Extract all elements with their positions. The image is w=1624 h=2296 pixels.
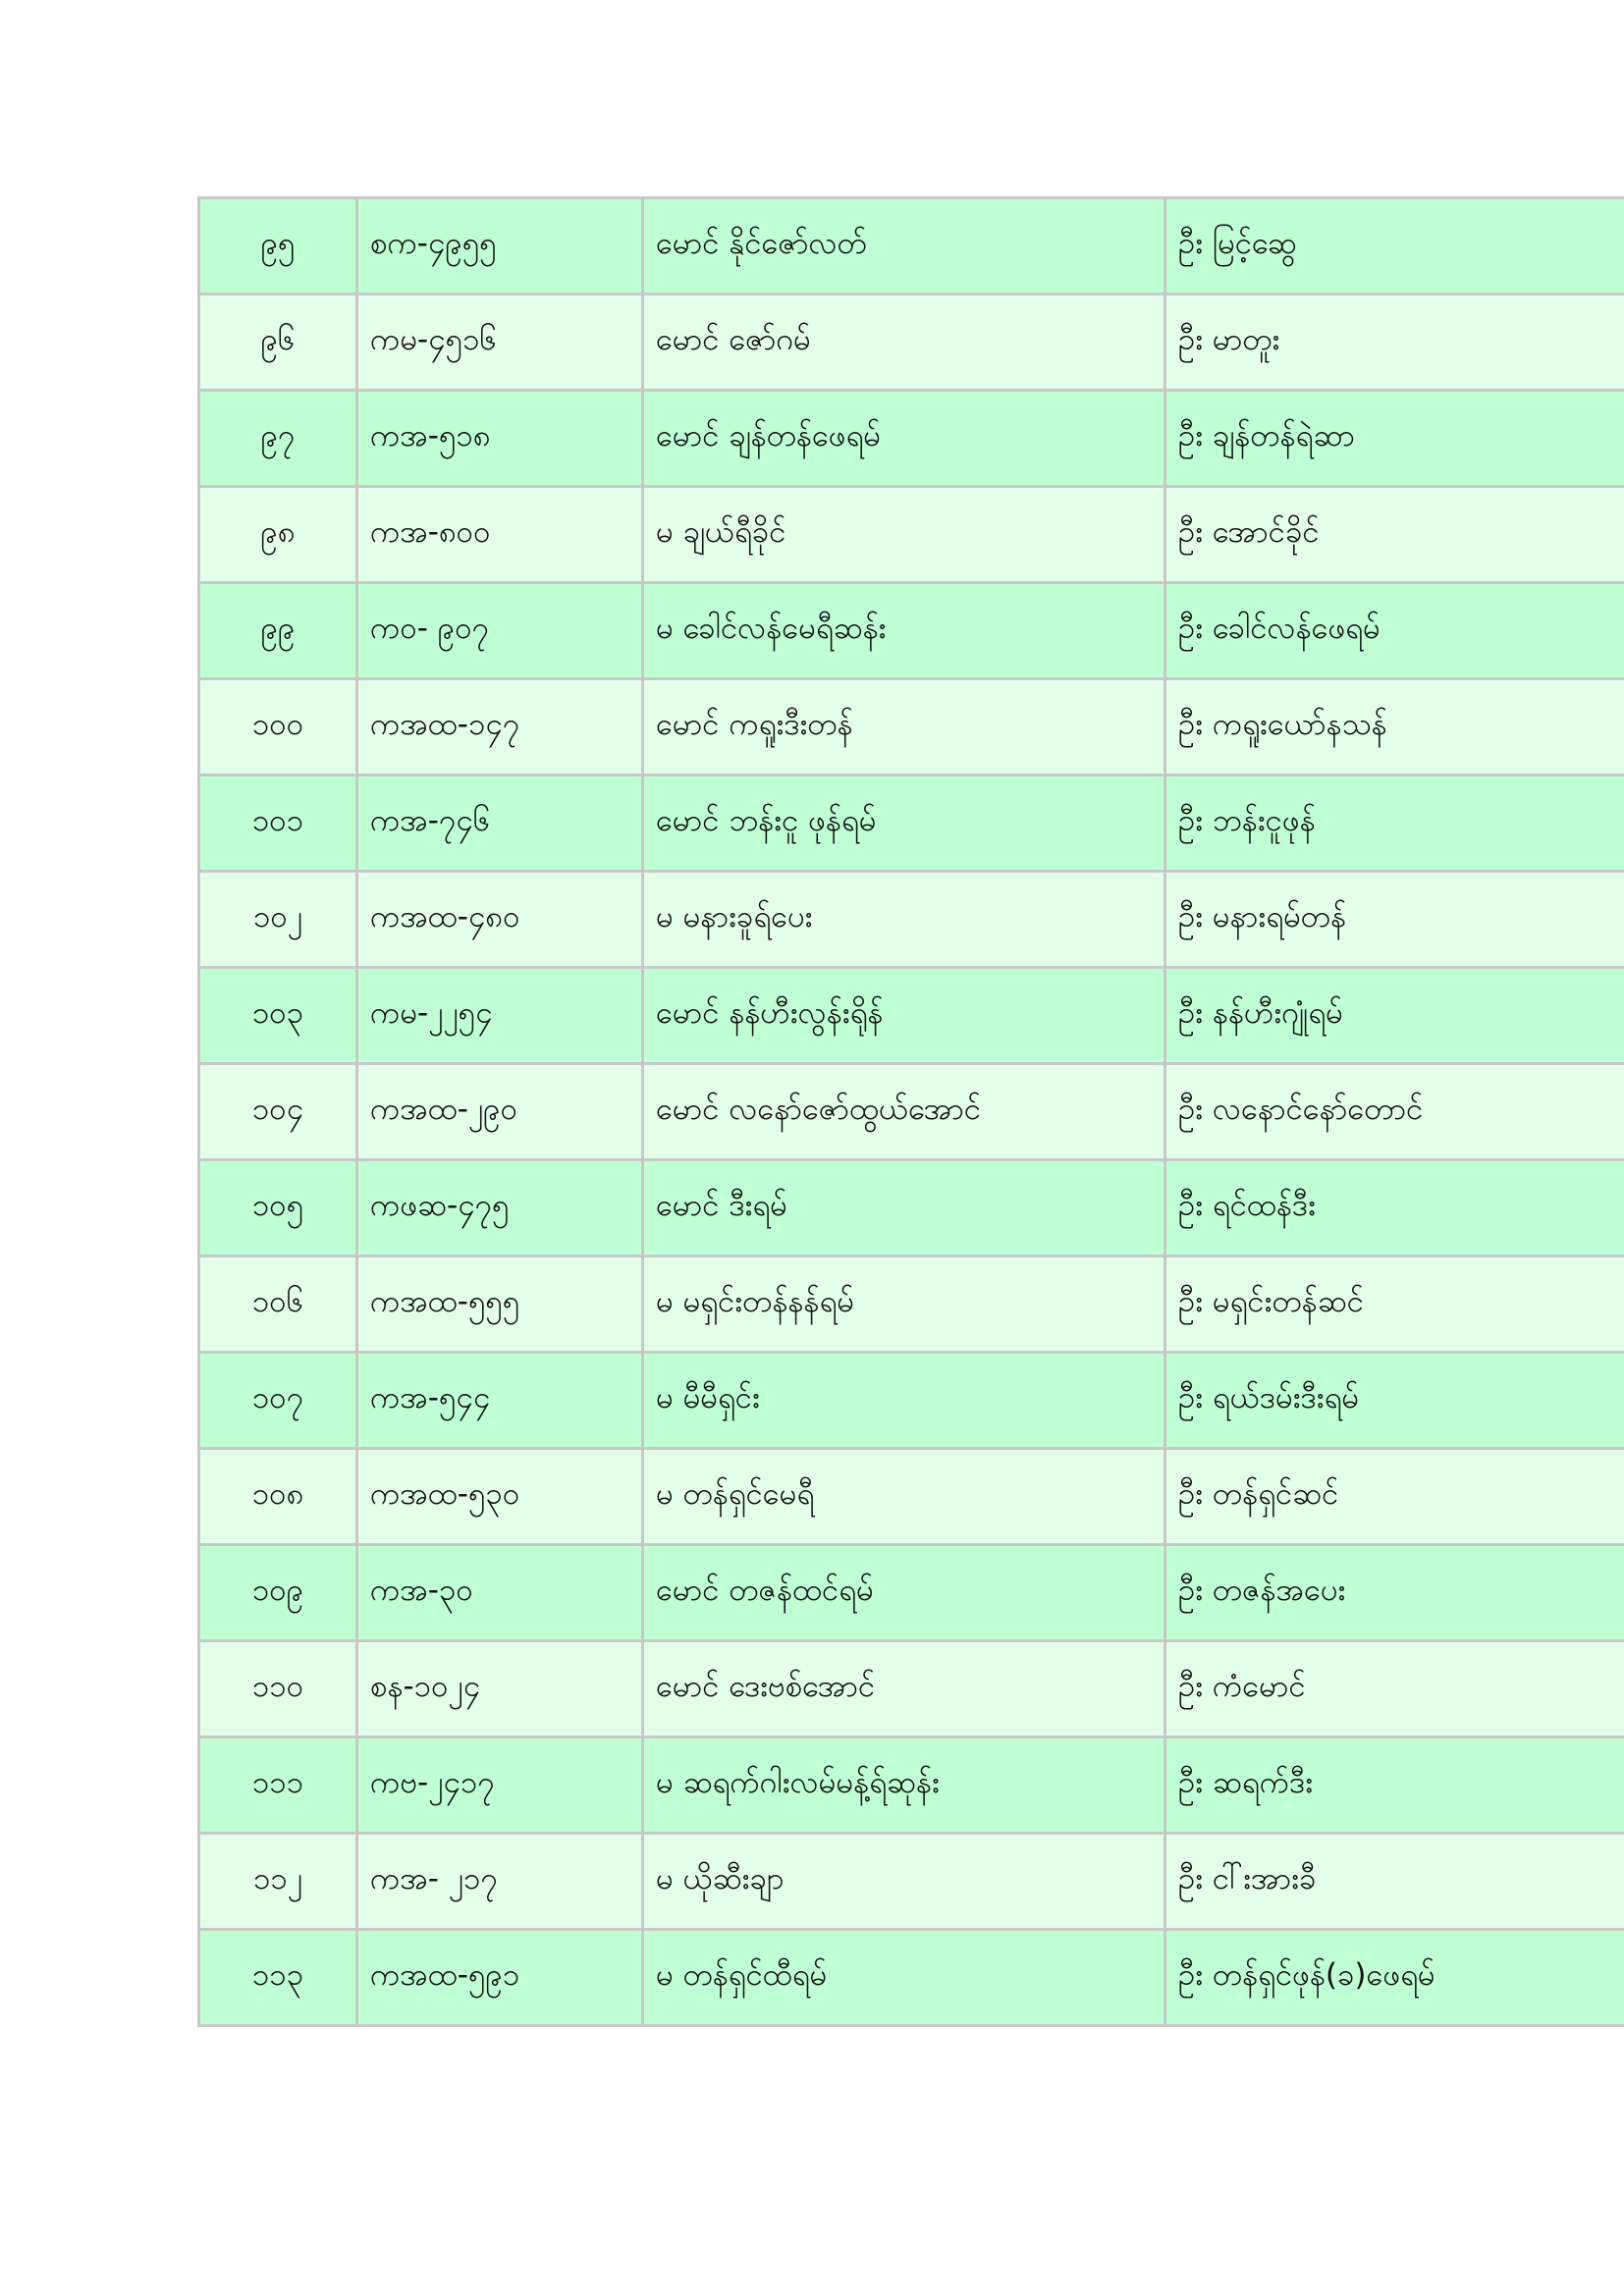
registration-id-cell: ကအ-၇၄၆ — [357, 775, 643, 872]
table-row — [199, 1834, 1624, 1930]
row-number-cell: ၁၀၅ — [199, 1160, 357, 1256]
student-name-cell: မောင် နန်ဟီးလွန်းရိုန် — [643, 968, 1165, 1064]
table-row — [199, 1545, 1624, 1641]
row-number-cell: ၁၁၀ — [199, 1641, 357, 1737]
student-name-cell: မ မီမီရှင်း — [643, 1353, 1165, 1449]
father-name-cell: ဦး မနားရမ်တန် — [1165, 872, 1624, 968]
row-number-cell: ၉၆ — [199, 294, 357, 391]
father-name-cell: ဦး တဇန်အပေး — [1165, 1545, 1624, 1641]
registration-id-cell: ကအ-၅၄၄ — [357, 1353, 643, 1449]
registration-id-cell: ကအထ-၂၉၀ — [357, 1064, 643, 1160]
father-name-cell: ဦး ဆရက်ဒီး — [1165, 1737, 1624, 1834]
father-name-cell: ဦး ရင်ထန်ဒီး — [1165, 1160, 1624, 1256]
registration-id-cell: ကအ-၃၀ — [357, 1545, 643, 1641]
table-row — [199, 583, 1624, 679]
father-name-cell: ဦး မြင့်ဆွေ — [1165, 198, 1624, 294]
student-name-cell: မ ယိုဆီးချာ — [643, 1834, 1165, 1930]
registration-id-cell: ကအ-၈၀၀ — [357, 487, 643, 583]
row-number-cell: ၉၅ — [199, 198, 357, 294]
registration-id-cell: ကအထ-၄၈၀ — [357, 872, 643, 968]
father-name-cell: ဦး နန်ဟီးဂျုံရမ် — [1165, 968, 1624, 1064]
table-row — [199, 1737, 1624, 1834]
table-row — [199, 391, 1624, 487]
student-name-cell: မ ခေါင်လန်မေရီဆန်း — [643, 583, 1165, 679]
table-row — [199, 1449, 1624, 1545]
table-row — [199, 487, 1624, 583]
table-row — [199, 872, 1624, 968]
table-row — [199, 1160, 1624, 1256]
row-number-cell: ၁၀၇ — [199, 1353, 357, 1449]
row-number-cell: ၁၁၂ — [199, 1834, 357, 1930]
table-row — [199, 1353, 1624, 1449]
table-row — [199, 198, 1624, 294]
student-name-cell: မောင် တဇန်ထင်ရမ် — [643, 1545, 1165, 1641]
table-row — [199, 1064, 1624, 1160]
student-roster-table — [197, 196, 1624, 2027]
student-name-cell: မ ဆရက်ဂါးလမ်မန့်ရ်ဆုန်း — [643, 1737, 1165, 1834]
father-name-cell: ဦး အောင်ခိုင် — [1165, 487, 1624, 583]
row-number-cell: ၁၀၉ — [199, 1545, 357, 1641]
row-number-cell: ၁၀၀ — [199, 679, 357, 775]
registration-id-cell: ကအထ-၅၅၅ — [357, 1256, 643, 1353]
student-name-cell: မောင် နိုင်ဇော်လတ် — [643, 198, 1165, 294]
table-row — [199, 294, 1624, 391]
father-name-cell: ဦး မရှင်းတန်ဆင် — [1165, 1256, 1624, 1353]
registration-id-cell: ကအထ-၅၉၁ — [357, 1930, 643, 2026]
row-number-cell: ၁၀၁ — [199, 775, 357, 872]
row-number-cell: ၉၉ — [199, 583, 357, 679]
father-name-cell: ဦး မာတူး — [1165, 294, 1624, 391]
student-name-cell: မောင် ချန်တန်ဖေရမ် — [643, 391, 1165, 487]
father-name-cell: ဦး ဘန်းငူဖုန် — [1165, 775, 1624, 872]
father-name-cell: ဦး ကံမောင် — [1165, 1641, 1624, 1737]
row-number-cell: ၉၈ — [199, 487, 357, 583]
father-name-cell: ဦး တန်ရှင်ဖုန်(ခ)ဖေရမ် — [1165, 1930, 1624, 2026]
row-number-cell: ၁၀၂ — [199, 872, 357, 968]
father-name-cell: ဦး ကရူးယော်နသန် — [1165, 679, 1624, 775]
registration-id-cell: ကအထ-၅၃၀ — [357, 1449, 643, 1545]
father-name-cell: ဦး တန်ရှင်ဆင် — [1165, 1449, 1624, 1545]
student-name-cell: မ ချယ်ရီခိုင် — [643, 487, 1165, 583]
registration-id-cell: စန-၁၀၂၄ — [357, 1641, 643, 1737]
table-row — [199, 1641, 1624, 1737]
student-name-cell: မောင် ဘန်းငူ ဖုန်ရမ် — [643, 775, 1165, 872]
table-row — [199, 775, 1624, 872]
father-name-cell: ဦး ငါ်းအားခီ — [1165, 1834, 1624, 1930]
registration-id-cell: စက-၄၉၅၅ — [357, 198, 643, 294]
registration-id-cell: ကဖဆ-၄၇၅ — [357, 1160, 643, 1256]
table-row — [199, 968, 1624, 1064]
student-name-cell: မ တန်ရှင်မေရီ — [643, 1449, 1165, 1545]
registration-id-cell: ကအ-၅၁၈ — [357, 391, 643, 487]
father-name-cell: ဦး ရယ်ဒမ်းဒီးရမ် — [1165, 1353, 1624, 1449]
row-number-cell: ၁၀၆ — [199, 1256, 357, 1353]
father-name-cell: ဦး ချန်တန်ရဲဆာ — [1165, 391, 1624, 487]
row-number-cell: ၁၁၁ — [199, 1737, 357, 1834]
student-name-cell: မောင် လနော်ဇော်ထွယ်အောင် — [643, 1064, 1165, 1160]
father-name-cell: ဦး ခေါင်လန်ဖေရမ် — [1165, 583, 1624, 679]
student-name-cell: မောင် ကရူးဒီးတန် — [643, 679, 1165, 775]
student-name-cell: မောင် ဒီးရမ် — [643, 1160, 1165, 1256]
registration-id-cell: ကအ- ၂၁၇ — [357, 1834, 643, 1930]
registration-id-cell: ကမ-၄၅၁၆ — [357, 294, 643, 391]
registration-id-cell: ကမ-၂၂၅၄ — [357, 968, 643, 1064]
roster-body — [199, 198, 1624, 2026]
row-number-cell: ၁၁၃ — [199, 1930, 357, 2026]
student-name-cell: မ မရှင်းတန်နန်ရမ် — [643, 1256, 1165, 1353]
registration-id-cell: ကဗ-၂၄၁၇ — [357, 1737, 643, 1834]
table-row — [199, 1930, 1624, 2026]
student-name-cell: မောင် ဒေးဗစ်အောင် — [643, 1641, 1165, 1737]
table-row — [199, 679, 1624, 775]
row-number-cell: ၁၀၈ — [199, 1449, 357, 1545]
row-number-cell: ၁၀၃ — [199, 968, 357, 1064]
student-name-cell: မ တန်ရှင်ထီရမ် — [643, 1930, 1165, 2026]
registration-id-cell: ကအထ-၁၄၇ — [357, 679, 643, 775]
father-name-cell: ဦး လနောင်နော်တောင် — [1165, 1064, 1624, 1160]
table-row — [199, 1256, 1624, 1353]
registration-id-cell: ကဝ- ၉၀၇ — [357, 583, 643, 679]
student-name-cell: မောင် ဇော်ဂမ် — [643, 294, 1165, 391]
row-number-cell: ၉၇ — [199, 391, 357, 487]
row-number-cell: ၁၀၄ — [199, 1064, 357, 1160]
student-name-cell: မ မနားခူရ်ပေး — [643, 872, 1165, 968]
